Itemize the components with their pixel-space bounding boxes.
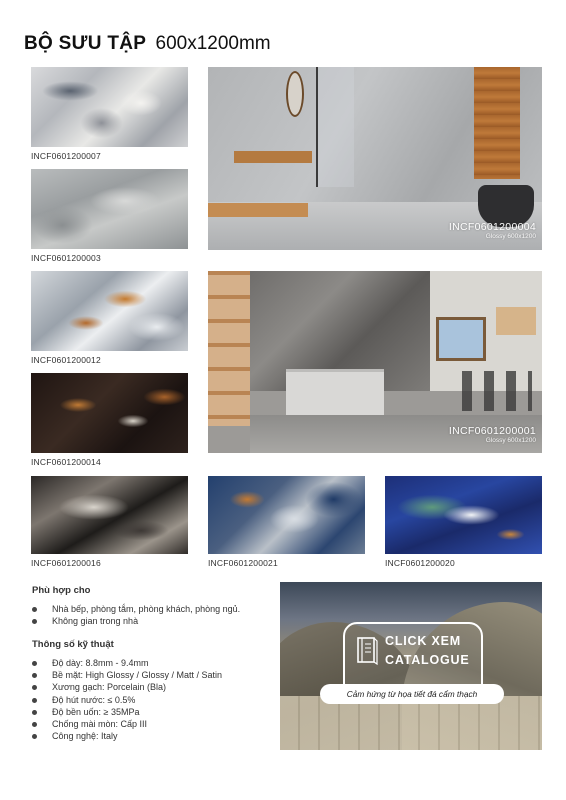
spec-abrasion: Chống mài mòn: Cấp III (52, 718, 148, 729)
bathroom-shower-glass (316, 67, 354, 187)
tile-code-0007: INCF0601200007 (31, 151, 101, 161)
list-item (32, 669, 222, 681)
tile-image-0014[interactable] (31, 373, 188, 453)
spec-strength: Độ bền uốn: ≥ 35MPa (52, 706, 140, 717)
tile-code-0020: INCF0601200020 (385, 558, 455, 568)
tile-code-0016: INCF0601200016 (31, 558, 101, 568)
tile-image-0021[interactable] (208, 476, 365, 554)
suitable-item-2: Không gian trong nhà (52, 616, 139, 627)
bullet-icon (32, 734, 37, 739)
tile-code-0021: INCF0601200021 (208, 558, 278, 568)
bathroom-scene-spec: Glossy 600x1200 (485, 233, 536, 240)
kitchen-scene-code: INCF0601200001 (448, 425, 536, 437)
bathroom-scene-code: INCF0601200004 (448, 221, 536, 233)
list-item (32, 657, 222, 669)
bullet-icon (32, 685, 37, 690)
kitchen-window (436, 317, 486, 361)
bathroom-scene-image[interactable] (208, 67, 542, 250)
list-item (32, 718, 222, 730)
tile-code-0012: INCF0601200012 (31, 355, 101, 365)
kitchen-scene-label (449, 425, 536, 444)
spec-body: Xương gạch: Porcelain (Bla) (52, 682, 166, 693)
bathroom-bench (208, 203, 308, 217)
list-item (32, 694, 222, 706)
tile-image-0016[interactable] (31, 476, 188, 554)
list-item (32, 615, 240, 627)
bullet-icon (32, 673, 37, 678)
tile-image-0020[interactable] (385, 476, 542, 554)
bathroom-mirror (286, 71, 304, 117)
catalogue-banner[interactable] (280, 582, 542, 750)
book-icon (355, 636, 379, 666)
tile-image-0007[interactable] (31, 67, 188, 147)
catalogue-line-1: CLICK XEM (385, 634, 461, 648)
tile-image-0012[interactable] (31, 271, 188, 351)
tile-code-0003: INCF0601200003 (31, 253, 101, 263)
kitchen-cabinet (496, 307, 536, 335)
title-collection: BỘ SƯU TẬP (24, 33, 147, 54)
specs-heading: Thông số kỹ thuật (32, 639, 114, 650)
kitchen-scene-spec: Glossy 600x1200 (485, 437, 536, 444)
suitable-item-1: Nhà bếp, phòng tắm, phòng khách, phòng ngủ. (52, 604, 241, 614)
tile-code-0014: INCF0601200014 (31, 457, 101, 467)
spec-technology: Công nghệ: Italy (52, 731, 118, 742)
list-item (32, 681, 222, 693)
suitable-list (32, 603, 240, 627)
bathroom-wood-panel (474, 67, 520, 179)
bullet-icon (32, 710, 37, 715)
catalogue-tagline: Cảm hứng từ họa tiết đá cẩm thạch (320, 684, 504, 704)
bathroom-scene-label (449, 221, 536, 240)
kitchen-counter (286, 369, 384, 415)
kitchen-stools (462, 371, 532, 411)
bullet-icon (32, 698, 37, 703)
bullet-icon (32, 722, 37, 727)
bathroom-vanity (234, 151, 312, 163)
catalogue-line-2: CATALOGUE (385, 653, 470, 667)
suitable-heading: Phù hợp cho (32, 585, 91, 596)
spec-absorption: Độ hút nước: ≤ 0.5% (52, 694, 136, 705)
list-item (32, 730, 222, 742)
tile-image-0003[interactable] (31, 169, 188, 249)
banner-quarry (280, 696, 542, 750)
list-item (32, 603, 240, 615)
kitchen-shelves (208, 271, 250, 426)
kitchen-scene-image[interactable] (208, 271, 542, 453)
bullet-icon (32, 661, 37, 666)
spec-surface: Bề mặt: High Glossy / Glossy / Matt / Satin (52, 670, 223, 681)
bullet-icon (32, 607, 37, 612)
spec-thickness: Độ dày: 8.8mm - 9.4mm (52, 658, 149, 668)
title-size: 600x1200mm (155, 33, 271, 54)
page-title (24, 33, 271, 55)
bullet-icon (32, 619, 37, 624)
specs-list (32, 657, 222, 742)
list-item (32, 706, 222, 718)
